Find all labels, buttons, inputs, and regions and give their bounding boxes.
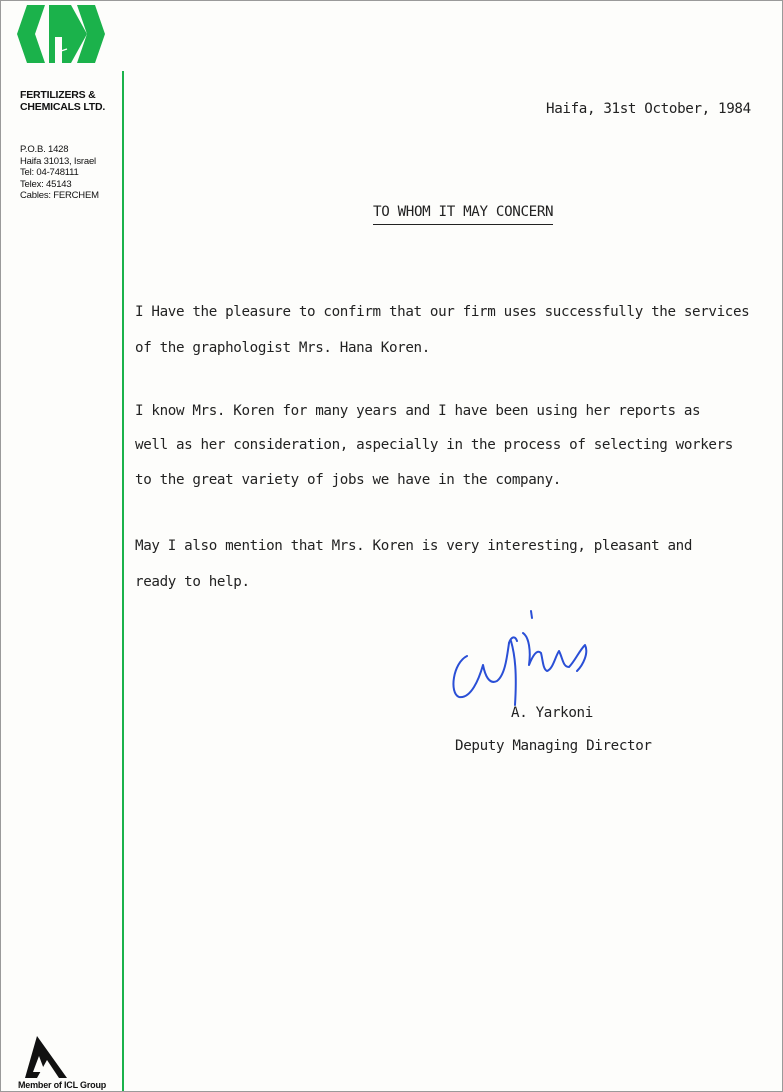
signer-title: Deputy Managing Director (455, 738, 652, 754)
icl-group-logo-icon (25, 1036, 67, 1078)
body-line: of the graphologist Mrs. Hana Koren. (135, 340, 430, 356)
company-name-line: CHEMICALS LTD. (20, 101, 106, 113)
body-line: May I also mention that Mrs. Koren is very interesting, pleasant and (135, 538, 693, 554)
signer-name: A. Yarkoni (511, 705, 593, 721)
letterhead-divider (122, 71, 124, 1091)
body-line: I Have the pleasure to confirm that our firm uses successfully the services (135, 304, 750, 320)
body-line: ready to help. (135, 574, 250, 590)
address-pob: P.O.B. 1428 (20, 144, 69, 155)
company-name (20, 89, 130, 113)
company-name-line: FERTILIZERS & (20, 89, 96, 101)
address-cables: Cables: FERCHEM (20, 190, 99, 201)
icl-member-text: Member of ICL Group (18, 1080, 107, 1090)
address-telex: Telex: 45143 (20, 178, 72, 190)
body-line: I know Mrs. Koren for many years and I have been using her reports as (135, 403, 701, 419)
body-line: well as her consideration, aspecially in the process of selecting workers (135, 437, 733, 453)
address-city: Haifa 31013, Israel (20, 155, 96, 167)
body-line: to the great variety of jobs we have in the company. (135, 472, 561, 488)
letter-date: Haifa, 31st October, 1984 (546, 101, 751, 117)
handwritten-signature-icon (445, 601, 615, 711)
company-address (20, 144, 120, 202)
company-logo-icon (17, 5, 105, 63)
address-tel: Tel: 04-748111 (20, 167, 79, 178)
letter-subject: TO WHOM IT MAY CONCERN (373, 204, 553, 225)
